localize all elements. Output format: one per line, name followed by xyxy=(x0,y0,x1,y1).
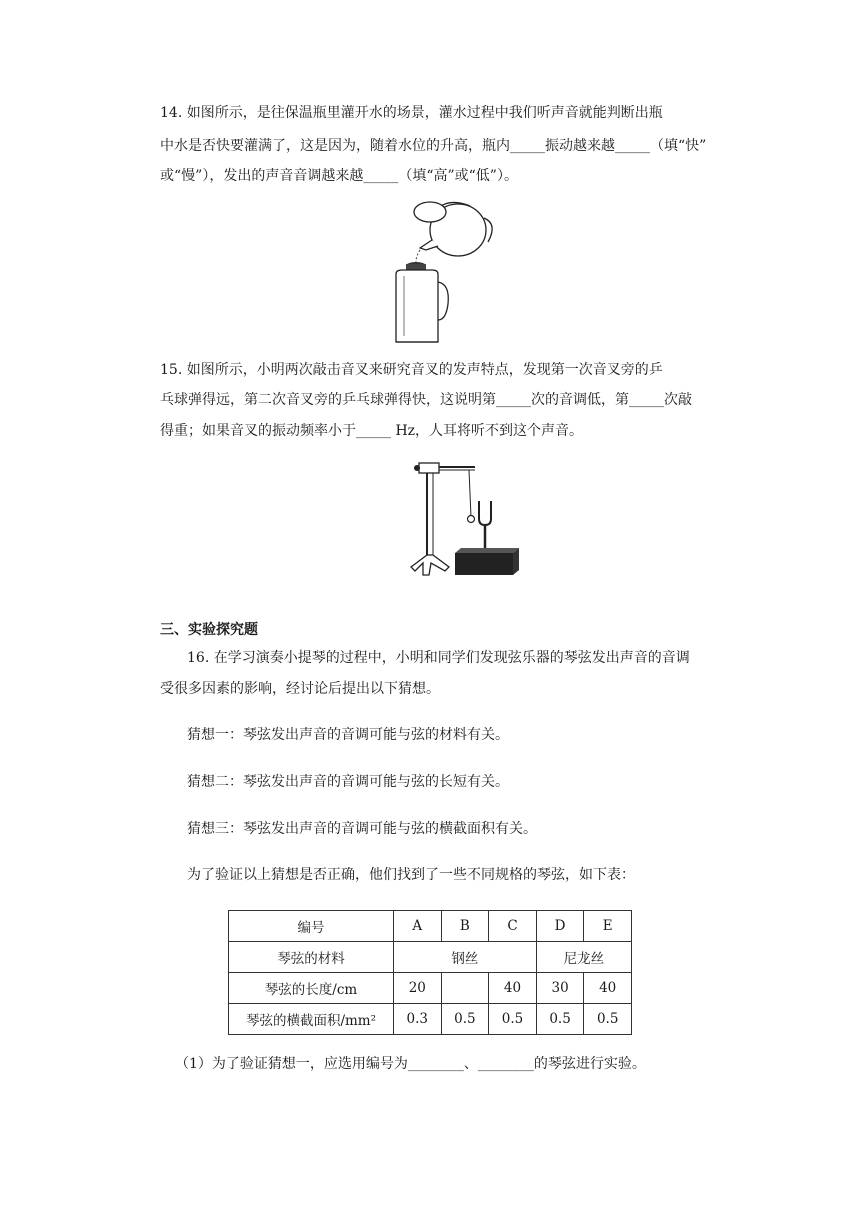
table-row xyxy=(229,911,632,942)
table-id-b: B xyxy=(441,911,489,942)
table-length-d: 30 xyxy=(536,973,584,1004)
q16-intro: 为了验证以上猜想是否正确，他们找到了一些不同规格的琴弦，如下表： xyxy=(187,867,635,883)
table-length-a: 20 xyxy=(394,973,442,1004)
table-area-e: 0.5 xyxy=(584,1004,632,1035)
table-length-c: 40 xyxy=(489,973,537,1004)
table-row xyxy=(229,973,632,1004)
table-area-d: 0.5 xyxy=(536,1004,584,1035)
q14-line2: 中水是否快要灌满了，这是因为，随着水位的升高，瓶内_____振动越来越_____（填“快” xyxy=(160,138,707,154)
table-id-e: E xyxy=(584,911,632,942)
table-material-steel: 钢丝 xyxy=(394,942,537,973)
q16-guess1: 猜想一：琴弦发出声音的音调可能与弦的材料有关。 xyxy=(187,727,509,743)
q16-line1: 16. 在学习演奏小提琴的过程中，小明和同学们发现弦乐器的琴弦发出声音的音调 xyxy=(187,650,690,666)
table-material-label: 琴弦的材料 xyxy=(229,942,394,973)
table-area-c: 0.5 xyxy=(489,1004,537,1035)
table-area-a: 0.3 xyxy=(394,1004,442,1035)
table-length-label: 琴弦的长度/cm xyxy=(229,973,394,1004)
table-id-a: A xyxy=(394,911,442,942)
q14-line3: 或“慢”），发出的声音音调越来越_____（填“高”或“低”）。 xyxy=(160,168,518,184)
q14-line1: 14. 如图所示，是往保温瓶里灌开水的场景，灌水过程中我们听声音就能判断出瓶 xyxy=(160,105,663,121)
section-title: 三、实验探究题 xyxy=(160,622,258,638)
q15-line2: 乓球弹得远，第二次音叉旁的乒乓球弹得快，这说明第_____次的音调低，第_____次敲 xyxy=(160,392,692,408)
table-area-label: 琴弦的横截面积/mm² xyxy=(229,1004,394,1035)
tuning-fork-figure xyxy=(405,455,525,580)
table-header-label: 编号 xyxy=(229,911,394,942)
table-length-e: 40 xyxy=(584,973,632,1004)
table-row xyxy=(229,1004,632,1035)
table-id-d: D xyxy=(536,911,584,942)
q16-line2: 受很多因素的影响，经讨论后提出以下猜想。 xyxy=(160,681,440,697)
q15-line3: 得重；如果音叉的振动频率小于_____ Hz，人耳将听不到这个声音。 xyxy=(160,423,584,439)
table-material-nylon: 尼龙丝 xyxy=(536,942,631,973)
q15-line1: 15. 如图所示，小明两次敲击音叉来研究音叉的发声特点，发现第一次音叉旁的乒 xyxy=(160,362,663,378)
thermos-pouring-figure xyxy=(380,196,500,348)
table-row xyxy=(229,942,632,973)
table-id-c: C xyxy=(489,911,537,942)
q16-guess2: 猜想二：琴弦发出声音的音调可能与弦的长短有关。 xyxy=(187,774,509,790)
string-spec-table xyxy=(228,910,632,1035)
table-length-b xyxy=(441,973,489,1004)
table-area-b: 0.5 xyxy=(441,1004,489,1035)
q16-sub1: （1）为了验证猜想一，应选用编号为________、________的琴弦进行实验。 xyxy=(175,1056,646,1072)
q16-guess3: 猜想三：琴弦发出声音的音调可能与弦的横截面积有关。 xyxy=(187,821,537,837)
